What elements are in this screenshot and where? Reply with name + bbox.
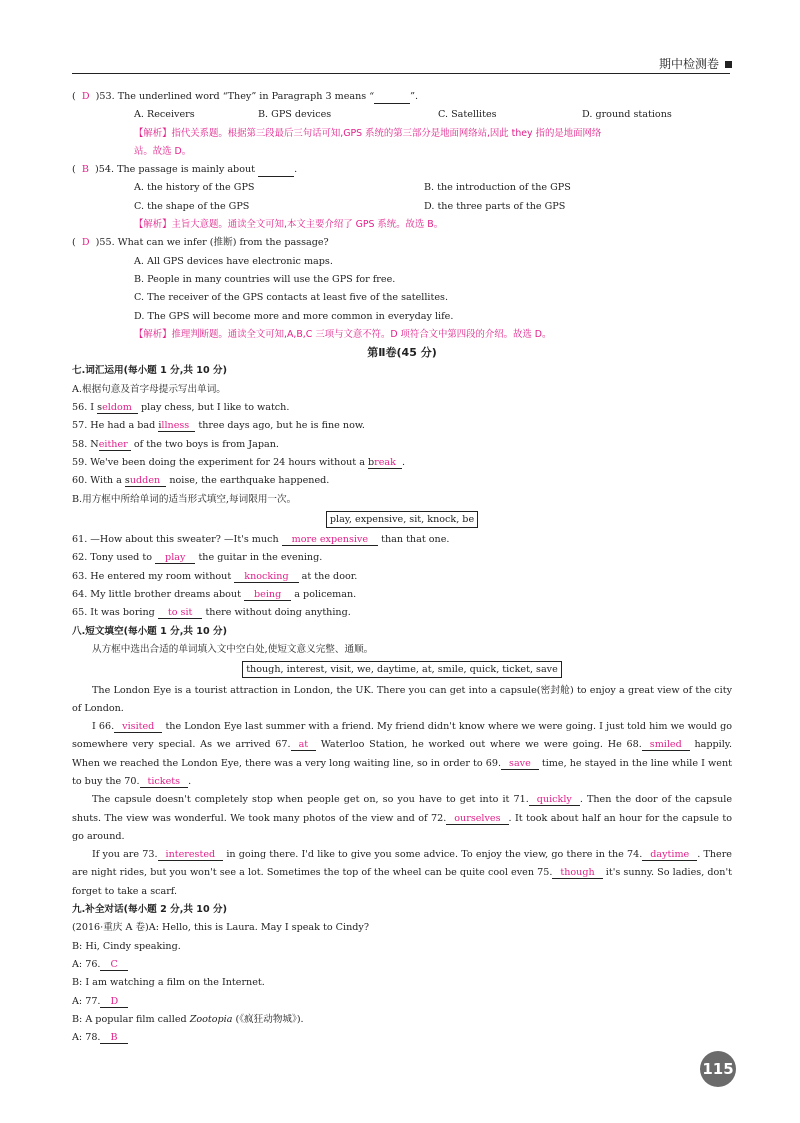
q53-tail: ”. bbox=[410, 91, 419, 102]
blank-53 bbox=[374, 91, 410, 104]
answer-58: either bbox=[98, 438, 128, 450]
q64-post: a policeman. bbox=[291, 589, 357, 601]
answer-66: visited bbox=[122, 721, 155, 733]
q65-pre: 65. It was boring bbox=[72, 607, 158, 619]
q57-pre: 57. He had a bad bbox=[72, 420, 159, 432]
question-65 bbox=[72, 604, 732, 622]
p2-f: . bbox=[188, 775, 192, 787]
question-64 bbox=[72, 586, 732, 604]
section7-word-box: play, expensive, sit, knock, be bbox=[326, 511, 478, 528]
part2-title: 第Ⅱ卷(45 分) bbox=[367, 346, 437, 360]
answer-60: udden bbox=[129, 475, 161, 487]
answer-75: though bbox=[560, 867, 595, 879]
p3-a: The capsule doesn't completely stop when people get on, so you have to get into it 71. bbox=[92, 794, 529, 806]
q54-options-row1 bbox=[72, 179, 732, 197]
p2-c: Waterloo Station, he worked out where we were going. He 68. bbox=[316, 739, 642, 751]
section7-word-box-row bbox=[72, 509, 732, 531]
q55-opt-c: C. The receiver of the GPS contacts at least five of the satellites. bbox=[134, 292, 448, 304]
q54-opt-c: C. the shape of the GPS bbox=[134, 200, 250, 212]
l7-text: A: 78. bbox=[72, 1032, 101, 1044]
q61-post: than that one. bbox=[378, 534, 450, 546]
p4-c: . There are night rides, but you won't see a lot. Sometimes the top of the wheel can be quite cool even 75. bbox=[72, 849, 732, 879]
question-53: ( D )53. The underlined word “They” in Paragraph 3 means “ ”. bbox=[72, 91, 419, 102]
l6-a: B: A popular film called bbox=[72, 1013, 190, 1025]
blank-54 bbox=[258, 164, 294, 177]
header-square-icon bbox=[725, 61, 732, 68]
l5-text: A: 77. bbox=[72, 995, 101, 1007]
answer-63: knocking bbox=[244, 570, 289, 582]
question-57 bbox=[72, 417, 732, 435]
q54-opt-b: B. the introduction of the GPS bbox=[424, 182, 571, 194]
q58-post: of the two boys is from Japan. bbox=[130, 438, 279, 450]
q54-num: )54. bbox=[95, 164, 115, 176]
passage-paragraph-4 bbox=[72, 846, 732, 901]
answer-69: save bbox=[509, 757, 531, 769]
q56-letter: s bbox=[97, 402, 103, 414]
question-58 bbox=[72, 436, 732, 454]
answer-68: smiled bbox=[649, 739, 682, 751]
q53-opt-d: D. ground stations bbox=[582, 109, 672, 121]
q54-tail: . bbox=[294, 164, 298, 176]
p3-b: . Then the door of the capsule shuts. The view was wonderful. We took many photos of the view and of 72. bbox=[72, 794, 732, 824]
section8-title: 八.短文填空(每小题 1 分,共 10 分) bbox=[72, 625, 227, 637]
answer-53: D bbox=[81, 91, 90, 102]
q55-opt-a: A. All GPS devices have electronic maps. bbox=[134, 255, 333, 267]
section7-title: 七.词汇运用(每小题 1 分,共 10 分) bbox=[72, 365, 227, 377]
answer-73: interested bbox=[165, 849, 216, 861]
q64-pre: 64. My little brother dreams about bbox=[72, 589, 245, 601]
section7-a-title: A.根据句意及首字母提示写出单词。 bbox=[72, 383, 226, 395]
q55-opt-d: D. The GPS will become more and more common in everyday life. bbox=[134, 310, 454, 322]
section8-intro: 从方框中选出合适的单词填入文中空白处,使短文意义完整、通顺。 bbox=[92, 643, 374, 655]
q54-opt-a: A. the history of the GPS bbox=[134, 182, 255, 194]
answer-67: at bbox=[298, 739, 309, 751]
answer-78: B bbox=[110, 1032, 118, 1044]
page-header bbox=[659, 55, 732, 72]
dialog-line-1: (2016·重庆 A 卷)A: Hello, this is Laura. May I speak to Cindy? bbox=[72, 922, 369, 934]
answer-55: D bbox=[81, 237, 90, 249]
answer-71: quickly bbox=[536, 794, 572, 806]
l6-b: (《疯狂动物城》). bbox=[232, 1013, 304, 1025]
dialog-line-5 bbox=[72, 993, 732, 1011]
dialog-line-7 bbox=[72, 1029, 732, 1047]
q55-explanation: 【解析】推理判断题。通读全文可知,A,B,C 三项与文意不符。D 项符合文中第四段的介绍。故选 D。 bbox=[134, 328, 552, 340]
answer-54: B bbox=[81, 164, 89, 176]
q60-post: noise, the earthquake happened. bbox=[166, 475, 330, 487]
question-59 bbox=[72, 454, 732, 472]
dialog-line-6 bbox=[72, 1011, 732, 1029]
question-54: ( B )54. The passage is mainly about . bbox=[72, 164, 298, 176]
q53-opt-c: C. Satellites bbox=[438, 109, 497, 121]
answer-56: eldom bbox=[102, 402, 132, 414]
q63-post: at the door. bbox=[298, 570, 358, 582]
q53-options bbox=[72, 106, 732, 124]
answer-74: daytime bbox=[650, 849, 690, 861]
q55-num: )55. bbox=[95, 237, 115, 249]
header-title: 期中检测卷 bbox=[658, 57, 719, 71]
q57-letter: i bbox=[158, 420, 162, 432]
p2-a: I 66. bbox=[92, 721, 115, 733]
l6-film: Zootopia bbox=[189, 1013, 233, 1025]
section7-b-title: B.用方框中所给单词的适当形式填空,每词限用一次。 bbox=[72, 493, 297, 505]
p4-a: If you are 73. bbox=[92, 849, 158, 861]
q59-post: . bbox=[402, 456, 406, 468]
q53-opt-a: A. Receivers bbox=[134, 109, 195, 121]
answer-65: to sit bbox=[167, 607, 193, 619]
q53-explanation-2: 站。故选 D。 bbox=[134, 145, 192, 157]
passage-paragraph-1: The London Eye is a tourist attraction in London, the UK. There you can get into a capsule(密封舱) to enjoy a great view of the city of London. bbox=[72, 684, 732, 714]
answer-61: more expensive bbox=[291, 534, 369, 546]
q53-opt-b: B. GPS devices bbox=[258, 109, 332, 121]
dialog-line-3 bbox=[72, 956, 732, 974]
p4-b: in going there. I'd like to give you some advice. To enjoy the view, go there in the 74. bbox=[223, 849, 643, 861]
q59-pre: 59. We've been doing the experiment for 24 hours without a bbox=[72, 456, 368, 468]
question-62 bbox=[72, 549, 732, 567]
p2-d: happily. When we reached the London Eye, there was a very long waiting line, so in order to 69. bbox=[72, 739, 733, 769]
q60-pre: 60. With a bbox=[72, 475, 125, 487]
q60-letter: s bbox=[124, 475, 130, 487]
q62-pre: 62. Tony used to bbox=[72, 552, 156, 564]
q57-post: three days ago, but he is fine now. bbox=[195, 420, 365, 432]
passage-paragraph-3 bbox=[72, 791, 732, 846]
q59-letter: b bbox=[367, 456, 375, 468]
q61-pre: 61. —How about this sweater? —It's much bbox=[72, 534, 282, 546]
q54-explanation: 【解析】主旨大意题。通读全文可知,本文主要介绍了 GPS 系统。故选 B。 bbox=[134, 219, 444, 231]
q55-stem: What can we infer (推断) from the passage? bbox=[117, 237, 329, 249]
q53-explanation: 【解析】指代关系题。根据第三段最后三句话可知,GPS 系统的第三部分是地面网络站,因此 they 指的是地面网络 bbox=[134, 127, 602, 139]
q56-pre: 56. I bbox=[72, 402, 98, 414]
answer-77: D bbox=[110, 995, 119, 1007]
p4-d: it's sunny. So ladies, don't forget to take a scarf. bbox=[72, 867, 732, 897]
answer-76: C bbox=[110, 958, 118, 970]
q54-stem: The passage is mainly about bbox=[117, 164, 256, 176]
page-content bbox=[72, 88, 732, 1047]
l3-text: A: 76. bbox=[72, 958, 101, 970]
dialog-line-4: B: I am watching a film on the Internet. bbox=[72, 977, 265, 989]
q54-options-row2 bbox=[72, 198, 732, 216]
q58-pre: 58. N bbox=[72, 438, 99, 450]
passage-paragraph-2 bbox=[72, 718, 732, 791]
q54-opt-d: D. the three parts of the GPS bbox=[424, 200, 566, 212]
q55-opt-b: B. People in many countries will use the GPS for free. bbox=[134, 273, 396, 285]
p3-c: . It took about half an hour for the capsule to go around. bbox=[72, 812, 732, 842]
question-60 bbox=[72, 472, 732, 490]
section8-word-box-row bbox=[72, 659, 732, 681]
answer-62: play bbox=[165, 552, 186, 564]
question-55: ( D )55. What can we infer (推断) from the passage? bbox=[72, 237, 329, 249]
p2-b: the London Eye last summer with a friend. My friend didn't know where we were going. I just told him we would go somewhere very special. As we arrived 67. bbox=[72, 721, 732, 751]
q62-post: the guitar in the evening. bbox=[195, 552, 323, 564]
p2-e: time, he stayed in the line while I went to buy the 70. bbox=[72, 757, 732, 787]
q56-post: play chess, but I like to watch. bbox=[137, 402, 290, 414]
q53-num: )53. bbox=[95, 91, 115, 102]
q65-post: there without doing anything. bbox=[202, 607, 351, 619]
question-61 bbox=[72, 531, 732, 549]
q53-stem: The underlined word “They” in Paragraph 3 means “ bbox=[117, 91, 375, 102]
answer-59: reak bbox=[374, 456, 396, 468]
question-56 bbox=[72, 399, 732, 417]
answer-70: tickets bbox=[147, 775, 181, 787]
answer-57: llness bbox=[161, 420, 190, 432]
section9-title: 九.补全对话(每小题 2 分,共 10 分) bbox=[72, 904, 227, 916]
answer-72: ourselves bbox=[454, 812, 501, 824]
header-rule bbox=[72, 73, 730, 74]
answer-64: being bbox=[254, 589, 282, 601]
page-number: 115 bbox=[700, 1051, 736, 1087]
question-63 bbox=[72, 568, 732, 586]
section8-word-box: though, interest, visit, we, daytime, at, smile, quick, ticket, save bbox=[242, 661, 562, 678]
dialog-line-2: B: Hi, Cindy speaking. bbox=[72, 940, 181, 952]
q63-pre: 63. He entered my room without bbox=[72, 570, 235, 582]
